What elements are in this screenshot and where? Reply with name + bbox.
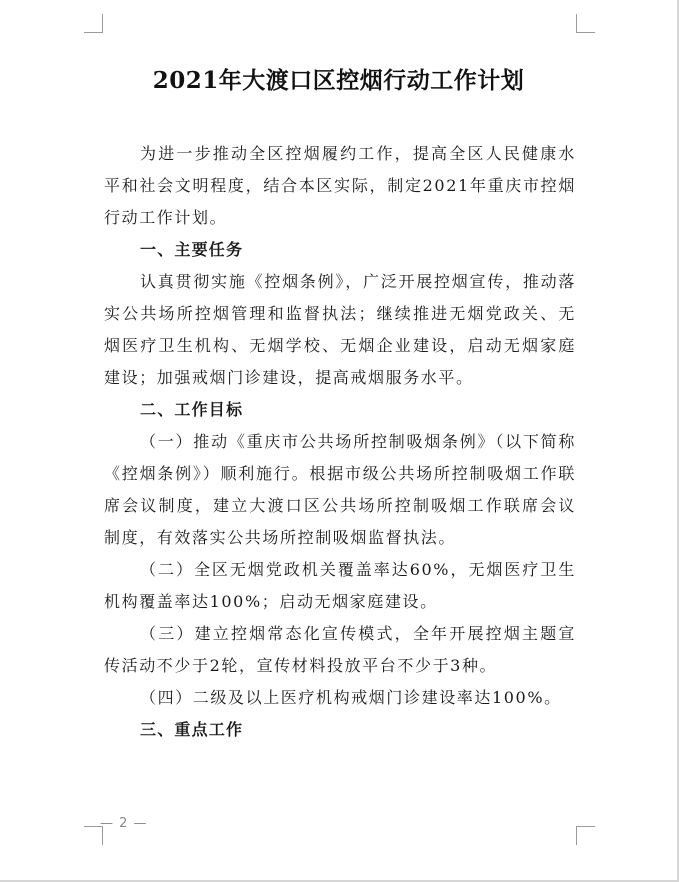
page-number: — 2 — [100, 816, 148, 831]
document-body [104, 138, 576, 746]
crop-mark-top-left [84, 14, 103, 33]
goal-paragraph-2: （二）全区无烟党政机关覆盖率达60%，无烟医疗卫生机构覆盖率达100%；启动无烟家庭建设。 [104, 560, 576, 611]
section-heading-key-work: 三、重点工作 [140, 720, 244, 739]
crop-mark-top-right [576, 14, 595, 33]
intro-paragraph: 为进一步推动全区控烟履约工作，提高全区人民健康水平和社会文明程度，结合本区实际，制定2021年重庆市控烟行动工作计划。 [104, 144, 576, 227]
document-title: 2021年大渡口区控烟行动工作计划 [152, 67, 525, 94]
section-heading-main-tasks: 一、主要任务 [140, 240, 244, 259]
main-tasks-paragraph: 认真贯彻实施《控烟条例》，广泛开展控烟宣传，推动落实公共场所控烟管理和监督执法；继续推进无烟党政关、无烟医疗卫生机构、无烟学校、无烟企业建设，启动无烟家庭建设；加强戒烟门诊建设，提高戒烟服务水平。 [104, 272, 576, 387]
page-number-value: 2 [119, 816, 129, 831]
goal-paragraph-4: （四）二级及以上医疗机构戒烟门诊建设率达100%。 [140, 688, 562, 707]
section-heading-work-goals: 二、工作目标 [140, 400, 244, 419]
goal-paragraph-3: （三）建立控烟常态化宣传模式，全年开展控烟主题宣传活动不少于2轮，宣传材料投放平台不少于3种。 [104, 624, 576, 675]
crop-mark-bottom-right [576, 826, 595, 845]
goal-paragraph-1: （一）推动《重庆市公共场所控制吸烟条例》（以下简称《控烟条例》）顺利施行。根据市级公共场所控制吸烟工作联席会议制度，建立大渡口区公共场所控制吸烟工作联席会议制度，有效落实公共场所控制吸烟监督执法。 [104, 432, 576, 547]
